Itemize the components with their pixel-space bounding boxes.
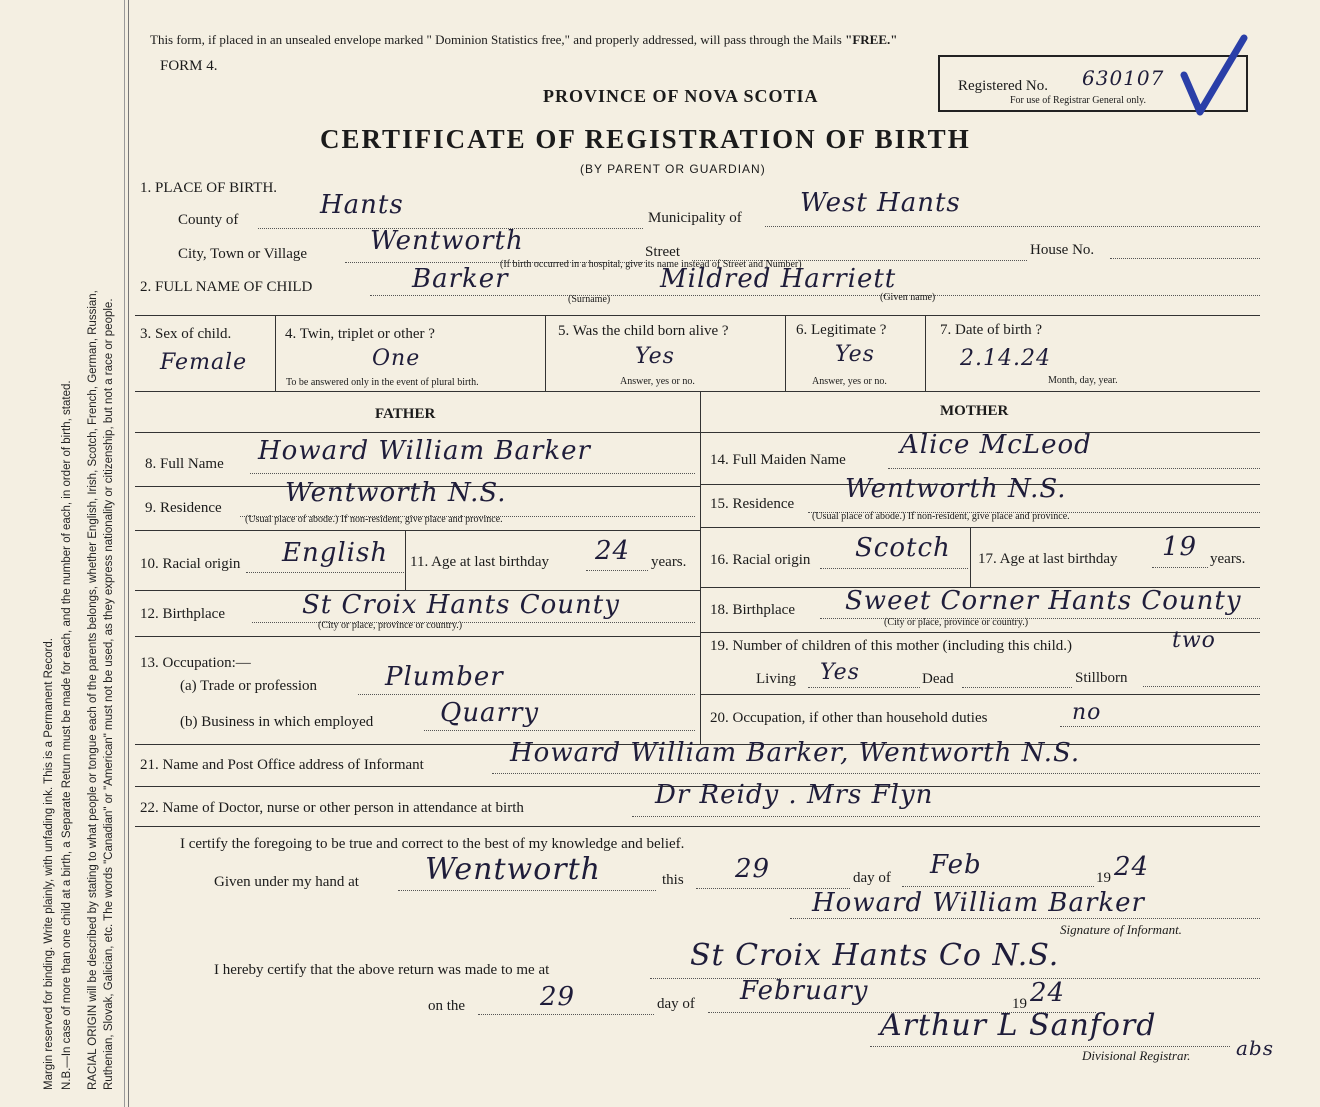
registrar-statement: I hereby certify that the above return was made to me at [214,962,550,978]
registrar-month: February [740,976,869,1006]
form-number: FORM 4. [160,58,218,74]
informant-value: Howard William Barker, Wentworth N.S. [510,738,1081,768]
binding-margin-rule [124,0,125,1107]
sex-label: 3. Sex of child. [140,326,232,342]
mother-age-label: 17. Age at last birthday [978,551,1118,567]
city-value: Wentworth [370,226,524,256]
mother-occupation-label: 20. Occupation, if other than household duties [710,710,988,726]
informant-signature-caption: Signature of Informant. [1060,922,1182,937]
margin-note-1: Margin reserved for binding. Write plainly, with unfading ink. This is a Permanent Record. [43,638,55,1090]
father-race-label: 10. Racial origin [140,556,241,572]
mother-residence-label: 15. Residence [710,496,795,512]
margin-note-2: N.B.—In case of more than one child at a birth, a Separate Return must be made for each, and the number of each, in order of birth, stated. [61,380,73,1090]
province-title: PROVINCE OF NOVA SCOTIA [543,86,819,106]
cert-month: Feb [930,850,982,880]
registered-label: Registered No. [958,78,1048,94]
mother-children-value: two [1172,628,1216,653]
dob-value: 2.14.24 [960,346,1051,371]
given-label: Given under my hand at [214,874,359,890]
cert-year-prefix: 19 [1096,870,1111,886]
surname-caption: (Surname) [568,294,611,305]
father-business-value: Quarry [440,698,540,728]
registered-number: 630107 [1082,66,1165,90]
father-residence-label: 9. Residence [145,500,222,516]
sex-value: Female [160,350,248,375]
city-label: City, Town or Village [178,246,308,262]
registrar-day-of-label: day of [657,996,695,1012]
page-title: CERTIFICATE OF REGISTRATION OF BIRTH [320,124,971,154]
father-residence-value: Wentworth N.S. [285,478,507,508]
registrar-day: 29 [540,982,576,1012]
father-race-value: English [282,538,389,568]
alive-label: 5. Was the child born alive ? [558,323,729,339]
informant-label: 21. Name and Post Office address of Informant [140,757,424,773]
twin-label: 4. Twin, triplet or other ? [285,326,435,342]
mother-birthplace-value: Sweet Corner Hants County [845,586,1242,616]
alive-value: Yes [635,344,675,369]
cert-year: 24 [1114,852,1150,882]
this-label: this [662,872,684,888]
father-trade-value: Plumber [385,662,504,692]
registrar-code: abs [1236,1036,1274,1060]
legitimate-value: Yes [835,342,875,367]
mother-residence-value: Wentworth N.S. [845,474,1067,504]
margin-note-3: RACIAL ORIGIN will be described by stating to what people or tongue each of the parents belongs, whether English, Irish, Scotch, French, German, Russian, [87,290,99,1090]
legitimate-label: 6. Legitimate ? [796,322,887,338]
county-value: Hants [320,190,404,220]
cert-day-of-label: day of [853,870,891,886]
alive-note: Answer, yes or no. [620,376,695,387]
house-label: House No. [1030,242,1095,258]
dob-label: 7. Date of birth ? [940,322,1043,338]
legitimate-note: Answer, yes or no. [812,376,887,387]
father-birthplace-value: St Croix Hants County [302,590,620,620]
county-label: County of [178,212,239,228]
mother-race-value: Scotch [855,533,951,563]
hospital-note: (If birth occurred in a hospital, give its name instead of Street and Number) [500,259,802,270]
dead-label: Dead [922,671,954,687]
mother-race-label: 16. Racial origin [710,552,811,568]
living-value: Yes [820,660,860,685]
father-age-value: 24 [595,536,631,566]
place-of-birth-label: 1. PLACE OF BIRTH. [140,180,278,196]
mother-birthplace-note: (City or place, province or country.) [884,617,1029,628]
child-name-label: 2. FULL NAME OF CHILD [140,279,313,295]
informant-signature: Howard William Barker [812,888,1145,918]
dob-note: Month, day, year. [1048,375,1118,386]
check-mark-icon [1180,30,1250,120]
stillborn-label: Stillborn [1075,670,1128,686]
mother-birthplace-label: 18. Birthplace [710,602,795,618]
certify-statement: I certify the foregoing to be true and correct to the best of my knowledge and belief. [180,836,685,852]
on-the-label: on the [428,998,466,1014]
mother-heading: MOTHER [940,403,1009,419]
mother-children-label: 19. Number of children of this mother (including this child.) [710,638,1073,654]
father-birthplace-label: 12. Birthplace [140,606,225,622]
registrar-place: St Croix Hants Co N.S. [690,938,1060,973]
father-name-value: Howard William Barker [258,436,591,466]
father-residence-note: (Usual place of abode.) If non-resident, give place and province. [245,514,503,525]
mother-age-value: 19 [1162,532,1198,562]
doctor-value: Dr Reidy . Mrs Flyn [655,780,934,810]
father-heading: FATHER [375,406,436,422]
mother-years-label: years. [1210,551,1246,567]
page-subtitle: (BY PARENT OR GUARDIAN) [580,162,766,176]
given-caption: (Given name) [880,292,936,303]
mother-occupation-value: no [1072,700,1102,725]
street-label: Street [645,244,680,260]
mother-residence-note: (Usual place of abode.) If non-resident, give place and province. [812,511,1070,522]
registrar-signature: Arthur L Sanford [880,1008,1157,1043]
father-occupation-label: 13. Occupation:— [140,655,251,671]
mother-name-label: 14. Full Maiden Name [710,452,846,468]
twin-note: To be answered only in the event of plural birth. [286,377,479,388]
child-given-name: Mildred Harriett [660,264,897,294]
cert-day: 29 [735,854,771,884]
living-label: Living [756,671,796,687]
registrar-caption: Divisional Registrar. [1082,1048,1191,1063]
twin-value: One [372,346,421,371]
father-birthplace-note: (City or place, province or country.) [318,620,463,631]
margin-note-4: Ruthenian, Slovak, Galician, etc. The words "Canadian" or "American" must not be used, as they express nationality or citizenship, but not a race or people. [103,298,115,1090]
father-age-label: 11. Age at last birthday [410,554,549,570]
mother-name-value: Alice McLeod [900,430,1092,460]
municipality-label: Municipality of [648,210,742,226]
father-years-label: years. [651,554,687,570]
father-trade-label: (a) Trade or profession [180,678,318,694]
given-place: Wentworth [425,852,601,887]
registrar-year: 24 [1030,978,1066,1008]
father-name-label: 8. Full Name [145,456,224,472]
registrar-note: For use of Registrar General only. [1010,95,1146,106]
father-business-label: (b) Business in which employed [180,714,374,730]
postal-note: This form, if placed in an unsealed envelope marked " Dominion Statistics free," and properly addressed, will pass through the Mails "FREE." [150,32,898,47]
child-surname: Barker [412,264,509,294]
doctor-label: 22. Name of Doctor, nurse or other person in attendance at birth [140,800,524,816]
binding-margin-rule-2 [128,0,129,1107]
municipality-value: West Hants [800,188,961,218]
registrar-year-prefix: 19 [1012,996,1027,1012]
